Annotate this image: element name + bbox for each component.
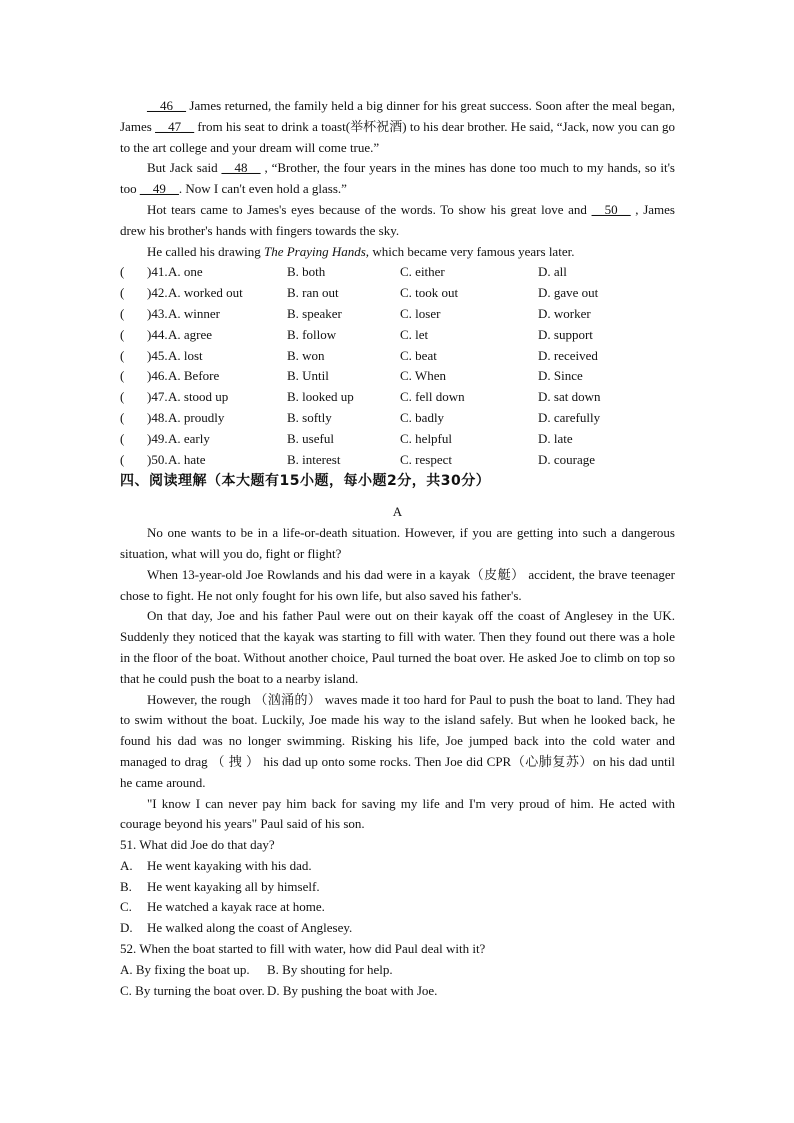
choice-label: C.: [120, 899, 132, 915]
blank-47: __47__: [155, 118, 195, 134]
option-b: B. interest: [287, 451, 341, 467]
option-c: C. either: [400, 264, 445, 280]
question-number: )43.: [147, 305, 168, 321]
option-a: A. hate: [168, 451, 206, 467]
exam-page: [120, 96, 675, 1001]
option-row: [120, 450, 675, 471]
blank-48: __48__: [221, 160, 261, 176]
option-row: [120, 408, 675, 429]
option-b: B. won: [287, 347, 325, 363]
question-number: )47.: [147, 389, 168, 405]
passage-paragraph: However, the rough （汹涌的） waves made it too hard for Paul to push the boat to land. They had to swim without the boat. Luckily, Joe made his way to the island safely. But when he looked back, he found his dad was no longer swimming. Risking his life, Joe jumped back into the cold water and managed to drag （ 拽 ） his dad up onto some rocks. Then Joe did CPR（心肺复苏）on his dad until he came around.: [120, 691, 675, 790]
story-paragraph-3: [120, 200, 675, 242]
option-row: [120, 366, 675, 387]
answer-paren: (: [120, 430, 125, 446]
answer-paren: (: [120, 285, 125, 301]
answer-paren: (: [120, 326, 125, 342]
option-a: A. Before: [168, 368, 220, 384]
question-number: )42.: [147, 285, 168, 301]
option-a: A. one: [168, 264, 203, 280]
option-row: [120, 346, 675, 367]
option-a: A. lost: [168, 347, 203, 363]
passage-paragraph: When 13-year-old Joe Rowlands and his dad were in a kayak（皮艇） accident, the brave teenager chose to fight. He not only fought for his own life, but also saved his father's.: [120, 566, 675, 603]
option-b: B. looked up: [287, 389, 354, 405]
answer-paren: (: [120, 264, 125, 280]
option-c: C. beat: [400, 347, 437, 363]
option-c: C. When: [400, 368, 446, 384]
option-a: A. early: [168, 430, 210, 446]
option-c: C. took out: [400, 285, 459, 301]
story-text: But Jack said: [147, 160, 222, 176]
option-a: A. stood up: [168, 389, 229, 405]
question-number: )46.: [147, 368, 168, 384]
options-table: [120, 262, 675, 470]
option-row: [120, 262, 675, 283]
choice-text: B. By shouting for help.: [267, 961, 393, 977]
story-paragraph-4: [120, 242, 675, 263]
question-number: )41.: [147, 264, 168, 280]
answer-paren: (: [120, 389, 125, 405]
option-row: [120, 325, 675, 346]
option-a: A. worked out: [168, 285, 243, 301]
option-c: C. helpful: [400, 430, 452, 446]
choice-text: D. By pushing the boat with Joe.: [267, 982, 438, 998]
question-number: )48.: [147, 409, 168, 425]
answer-paren: (: [120, 451, 125, 467]
option-b: B. speaker: [287, 305, 342, 321]
option-d: D. all: [538, 264, 567, 280]
choice-text: He went kayaking all by himself.: [147, 878, 320, 894]
option-d: D. carefully: [538, 409, 601, 425]
option-c: C. let: [400, 326, 429, 342]
option-b: B. useful: [287, 430, 334, 446]
question-52-row: [120, 981, 675, 1002]
choice-text: He went kayaking with his dad.: [147, 857, 312, 873]
option-a: A. winner: [168, 305, 220, 321]
story-text: Hot tears came to James's eyes because of the words. To show his great love and: [147, 201, 592, 217]
option-row: [120, 283, 675, 304]
answer-paren: (: [120, 409, 125, 425]
story-text: James returned, the family held a big dinner for his great success. Soon after the meal began, James: [120, 98, 675, 134]
question-number: )44.: [147, 326, 168, 342]
choice-label: D.: [120, 920, 133, 936]
drawing-title: The Praying Hands,: [263, 243, 370, 259]
option-d: D. courage: [538, 451, 596, 467]
story-paragraph-2: [120, 158, 675, 200]
question-number: )49.: [147, 430, 168, 446]
option-row: [120, 429, 675, 450]
question-51-choice: [120, 856, 675, 877]
question-51-choice: [120, 877, 675, 898]
story-text: . Now I can't even hold a glass.”: [178, 181, 347, 197]
story-text: , “Brother, the four years in the mines has done too much to my hands, so it's too: [120, 160, 675, 197]
question-52-row: [120, 960, 675, 981]
option-b: B. Until: [287, 368, 329, 384]
option-d: D. late: [538, 430, 573, 446]
blank-49: __49__: [139, 181, 179, 197]
option-a: A. agree: [168, 326, 213, 342]
option-b: B. both: [287, 264, 326, 280]
option-b: B. softly: [287, 409, 332, 425]
option-b: B. follow: [287, 326, 337, 342]
question-51-choice: [120, 897, 675, 918]
option-c: C. badly: [400, 409, 445, 425]
option-d: D. worker: [538, 305, 591, 321]
option-c: C. respect: [400, 451, 452, 467]
story-text: which became very famous years later.: [369, 243, 575, 259]
passage-label: A: [392, 504, 403, 520]
choice-label: B.: [120, 878, 132, 894]
option-row: [120, 387, 675, 408]
choice-label: A.: [120, 857, 133, 873]
question-51-choice: [120, 918, 675, 939]
passage-paragraph: No one wants to be in a life-or-death situation. However, if you are getting into such a dangerous situation, what will you do, fight or flight?: [120, 525, 675, 561]
section-title: 四、阅读理解（本大题有15小题，每小题2分，共30分）: [120, 473, 491, 490]
answer-paren: (: [120, 368, 125, 384]
option-b: B. ran out: [287, 285, 339, 301]
choice-text: A. By fixing the boat up.: [120, 961, 250, 977]
option-d: D. Since: [538, 368, 583, 384]
story-text: , James drew his brother's hands with fingers towards the sky.: [120, 201, 675, 238]
blank-50: __50__: [591, 201, 631, 217]
option-d: D. support: [538, 326, 593, 342]
choice-text: C. By turning the boat over.: [120, 982, 265, 998]
option-row: [120, 304, 675, 325]
story-text: from his seat to drink a toast(举杯祝酒) to his dear brother. He said, “Jack, now you can go to the art college and your dream will come true.”: [120, 118, 675, 155]
choice-text: He watched a kayak race at home.: [147, 899, 325, 915]
option-a: A. proudly: [168, 409, 225, 425]
option-d: D. received: [538, 347, 598, 363]
passage-paragraph: On that day, Joe and his father Paul were out on their kayak off the coast of Anglesey in the UK. Suddenly they noticed that the kayak was starting to fill with water. Then they found out there was a hole in the floor of the boat. Without another choice, Paul turned the boat over. He asked Joe to climb on top so that he could push the boat to a nearby island.: [120, 608, 675, 686]
story-paragraph-1: [120, 96, 675, 158]
question-number: )45.: [147, 347, 168, 363]
option-c: C. fell down: [400, 389, 465, 405]
option-d: D. sat down: [538, 389, 601, 405]
question-52-stem: 52. When the boat started to fill with water, how did Paul deal with it?: [120, 941, 486, 957]
option-c: C. loser: [400, 305, 441, 321]
option-d: D. gave out: [538, 285, 599, 301]
answer-paren: (: [120, 305, 125, 321]
story-text: He called his drawing: [147, 243, 264, 259]
question-51-stem: 51. What did Joe do that day?: [120, 837, 275, 853]
blank-46: __46__: [147, 98, 186, 113]
choice-text: He walked along the coast of Anglesey.: [147, 920, 353, 936]
question-number: )50.: [147, 451, 168, 467]
passage-paragraph: "I know I can never pay him back for saving my life and I'm very proud of him. He acted with courage beyond his years" Paul said of his son.: [120, 795, 675, 832]
answer-paren: (: [120, 347, 125, 363]
